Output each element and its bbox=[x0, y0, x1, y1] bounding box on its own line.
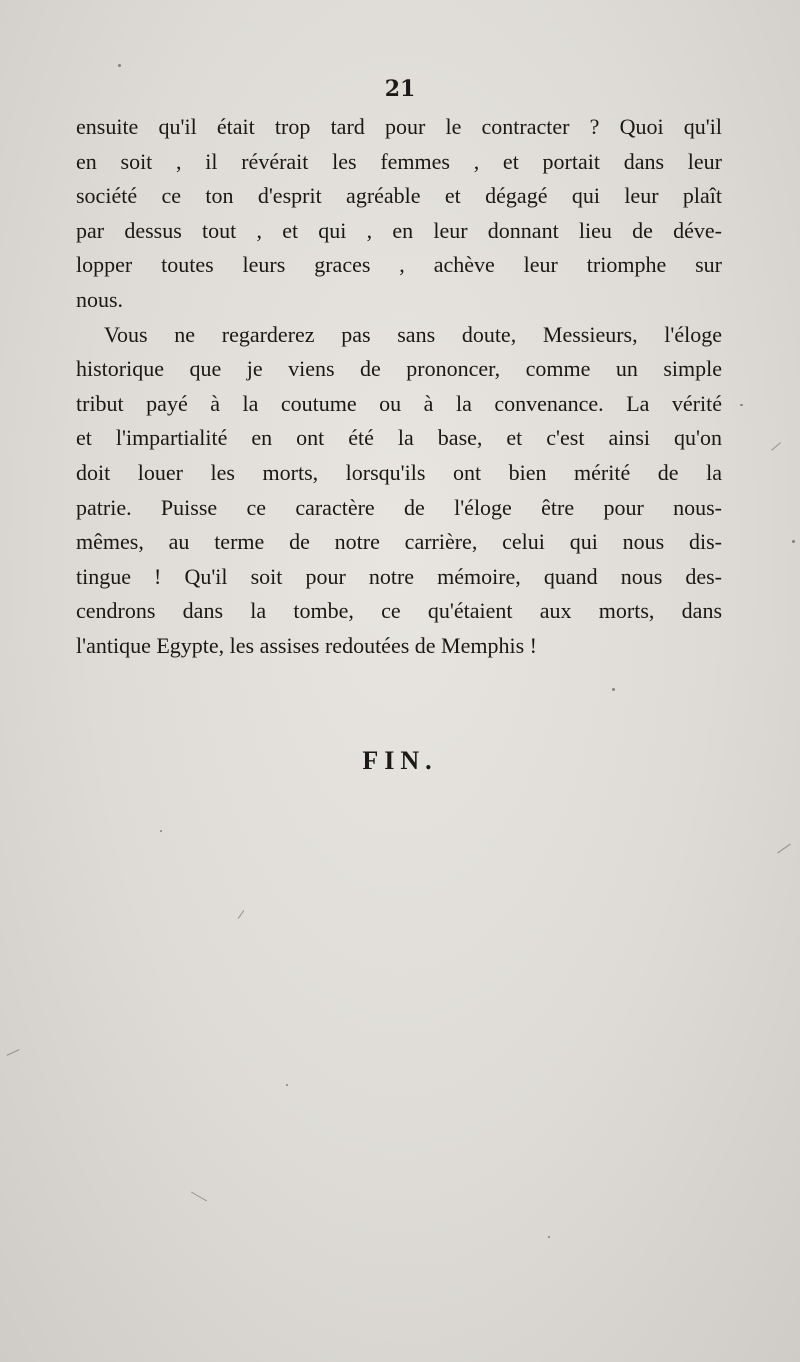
text-line: tingue ! Qu'il soit pour notre mémoire, quand nous des- bbox=[76, 563, 722, 589]
text-line: l'antique Egypte, les assises redoutées de Memphis ! bbox=[76, 632, 537, 658]
text-line: Vous ne regarderez pas sans doute, Messieurs, l'éloge bbox=[104, 321, 722, 347]
paper-mark bbox=[238, 910, 245, 919]
paper-mark bbox=[771, 442, 781, 450]
paper-speck bbox=[160, 830, 162, 832]
text-line: par dessus tout , et qui , en leur donnant lieu de déve- bbox=[76, 217, 722, 243]
text-line: société ce ton d'esprit agréable et dégagé qui leur plaît bbox=[76, 183, 722, 209]
text-line: cendrons dans la tombe, ce qu'étaient aux morts, dans bbox=[76, 598, 722, 624]
text-line: nous. bbox=[76, 286, 124, 312]
text-line: doit louer les morts, lorsqu'ils ont bien mérité de la bbox=[76, 459, 722, 485]
paper-speck bbox=[286, 1084, 288, 1086]
text-line: et l'impartialité en ont été la base, et c'est ainsi qu'on bbox=[76, 425, 722, 451]
text-line: ensuite qu'il était trop tard pour le contracter ? Quoi qu'il bbox=[76, 114, 722, 139]
paper-mark bbox=[6, 1049, 19, 1056]
paper-mark bbox=[191, 1192, 207, 1202]
text-line: historique que je viens de prononcer, comme un simple bbox=[76, 356, 722, 382]
paper-speck bbox=[612, 688, 615, 691]
paragraph-1 bbox=[76, 110, 722, 318]
paper-speck bbox=[740, 404, 743, 406]
paper-speck bbox=[548, 1236, 550, 1238]
text-line: lopper toutes leurs graces , achève leur triomphe sur bbox=[76, 252, 722, 278]
text-line: mêmes, au terme de notre carrière, celui qui nous dis- bbox=[76, 529, 722, 555]
text-line: en soit , il révérait les femmes , et portait dans leur bbox=[76, 148, 722, 174]
text-line: patrie. Puisse ce caractère de l'éloge être pour nous- bbox=[76, 494, 722, 520]
closing-fin: FIN. bbox=[362, 746, 438, 775]
paragraph-2 bbox=[76, 318, 722, 664]
page-number: 21 bbox=[384, 76, 416, 102]
body-text bbox=[76, 110, 722, 664]
paper-speck bbox=[118, 64, 121, 67]
paper-speck bbox=[792, 540, 795, 543]
paper-mark bbox=[777, 844, 791, 854]
text-line: tribut payé à la coutume ou à la convenance. La vérité bbox=[76, 390, 722, 416]
